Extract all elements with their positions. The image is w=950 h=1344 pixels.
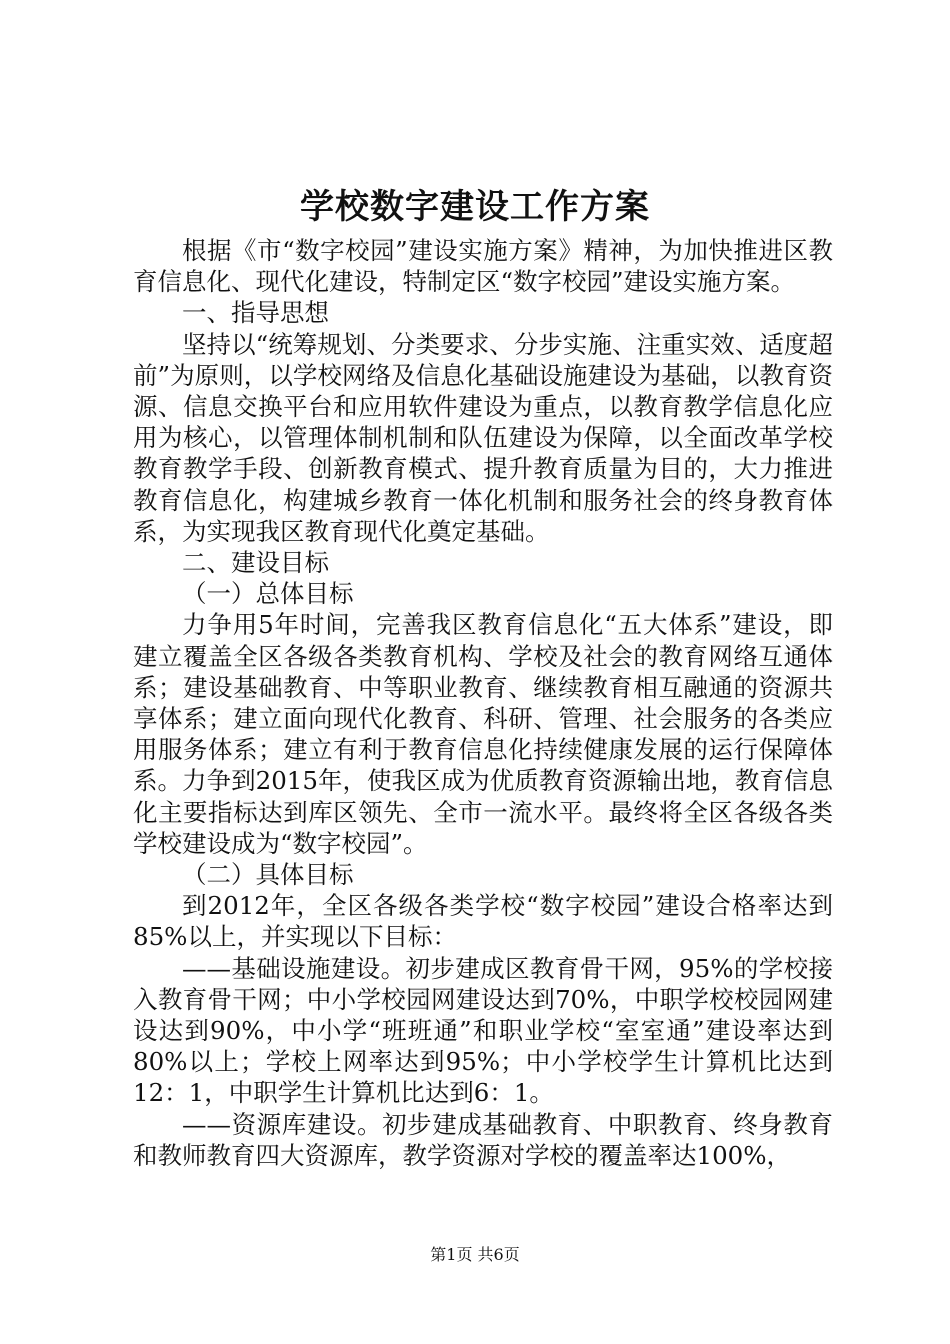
document-body (133, 235, 833, 1171)
heading-construction-goals: 二、建设目标 (182, 548, 329, 578)
heading-overall-goal: （一）总体目标 (182, 579, 354, 609)
paragraph-overall-goal: 力争用5年时间，完善我区教育信息化“五大体系”建设，即建立覆盖全区各级各类教育机构、学校及社会的教育网络互通体系；建设基础教育、中等职业教育、继续教育相互融通的资源共享体系；建立面向现代化教育、科研、管理、社会服务的各类应用服务体系；建立有利于教育信息化持续健康发展的运行保障体系。力争到2015年，使我区成为优质教育资源输出地，教育信息化主要指标达到库区领先、全市一流水平。最终将全区各级各类学校建设成为“数字校园”。 (133, 610, 833, 858)
heading-guiding-thought: 一、指导思想 (182, 298, 329, 328)
paragraph-infrastructure: ——基础设施建设。初步建成区教育骨干网，95%的学校接入教育骨干网；中小学校园网建设达到70%，中职学校校园网建设达到90%，中小学“班班通”和职业学校“室室通”建设率达到80%以上；学校上网率达到95%；中小学校学生计算机比达到12：1，中职学生计算机比达到6：1。 (133, 953, 833, 1108)
paragraph-intro: 根据《市“数字校园”建设实施方案》精神，为加快推进区教育信息化、现代化建设，特制定区“数字校园”建设实施方案。 (133, 236, 833, 297)
paragraph-guiding-thought: 坚持以“统筹规划、分类要求、分步实施、注重实效、适度超前”为原则，以学校网络及信息化基础设施建设为基础，以教育资源、信息交换平台和应用软件建设为重点，以教育教学信息化应用为核心，以管理体制机制和队伍建设为保障，以全面改革学校教育教学手段、创新教育模式、提升教育质量为目的，大力推进教育信息化，构建城乡教育一体化机制和服务社会的终身教育体系，为实现我区教育现代化奠定基础。 (133, 329, 833, 546)
page-title: 学校数字建设工作方案 (300, 187, 650, 227)
paragraph-resource-library: ——资源库建设。初步建成基础教育、中职教育、终身教育和教师教育四大资源库，教学资源对学校的覆盖率达100%， (133, 1109, 833, 1170)
page-footer: 第1页 共6页 (430, 1245, 520, 1264)
heading-specific-goals: （二）具体目标 (182, 860, 354, 890)
paragraph-specific-goals: 到2012年，全区各级各类学校“数字校园”建设合格率达到85%以上，并实现以下目标： (133, 891, 833, 952)
